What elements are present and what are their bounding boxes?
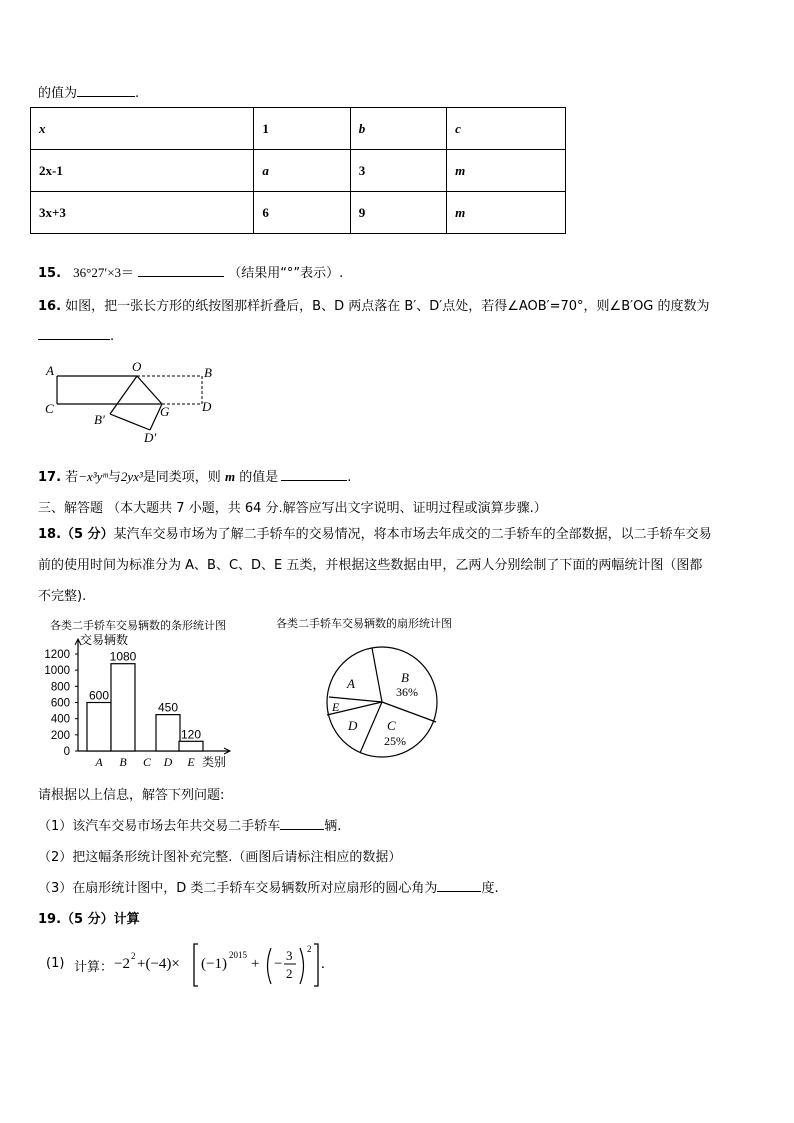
bar	[111, 664, 135, 751]
q17-expr2: 2yx³	[120, 469, 143, 484]
label-o: O	[132, 359, 142, 374]
x-tick-label: D	[163, 755, 173, 769]
q19-sub1	[46, 936, 366, 992]
label-b: B	[204, 365, 212, 380]
q18-text: 前的使用时间为标准分为 A、B、C、D、E 五类，并根据这些数据由甲，乙两人分别绘制了下面的两幅统计图（图都	[38, 558, 703, 573]
question-number: 19.（5 分）计算	[38, 912, 140, 927]
table-row	[31, 192, 566, 234]
table-cell: b	[350, 108, 446, 150]
left-bracket	[194, 944, 198, 986]
y-tick-label: 600	[50, 697, 70, 710]
expr-neg-2: −2	[114, 956, 130, 972]
bar-value-label: 600	[88, 688, 110, 703]
answer-blank	[437, 879, 481, 892]
sub-text: 计算：	[74, 960, 114, 975]
q15-expression: 36°27′×3＝	[73, 265, 135, 280]
q17-text-a: 若	[65, 470, 79, 485]
sub-text: 把这幅条形统计图补充完整.（画图后请标注相应的数据）	[72, 850, 402, 865]
q18-prompt-text: 请根据以上信息，解答下列问题:	[38, 788, 225, 803]
q18-text: 某汽车交易市场为了解二手轿车的交易情况，将本市场去年成交的二手轿车的全部数据，以二手轿车交易	[113, 527, 712, 542]
segment-bd	[110, 414, 150, 430]
pie-label-b: B	[401, 670, 409, 685]
bar-chart	[36, 630, 246, 776]
fold-line-og	[137, 376, 162, 404]
expr-neg-1: (−1)	[201, 956, 227, 972]
y-tick-label: 1000	[44, 665, 70, 678]
bar-chart-title: 各类二手轿车交易辆数的条形统计图	[50, 619, 226, 632]
question-19	[38, 908, 140, 927]
section-desc: （本大题共 7 小题，共 64 分.解答应写出文字说明、证明过程或演算步骤.）	[107, 501, 547, 516]
bar-value-label: 450	[157, 700, 179, 715]
q15-note: （结果用“°”表示）.	[228, 266, 344, 281]
intro-line	[38, 82, 139, 101]
pie-label-d: D	[348, 718, 358, 733]
q17-text-d: 的值是	[239, 470, 279, 485]
pie-divider	[360, 702, 382, 753]
answer-blank	[281, 468, 347, 481]
y-tick-label: 800	[50, 681, 70, 694]
question-18-line2	[38, 554, 702, 573]
y-tick-label: 400	[50, 713, 70, 726]
right-paren	[300, 948, 304, 984]
intro-suffix: .	[135, 86, 140, 101]
left-paren	[268, 948, 272, 984]
expr-minus: −	[274, 956, 283, 972]
q18-sub2	[38, 846, 401, 865]
expr-exp-2b: 2	[307, 944, 312, 954]
intro-prefix: 的值为	[38, 86, 78, 101]
answer-blank	[38, 327, 110, 340]
pie-label-e: E	[332, 700, 340, 714]
answer-blank	[77, 84, 135, 97]
q19-expression	[114, 936, 334, 992]
expr-times-minus4: +(−4)×	[137, 956, 180, 972]
expr-end: .	[321, 956, 325, 972]
section-title: 三、解答题	[38, 501, 104, 516]
y-tick-label: 200	[50, 729, 70, 742]
sub-unit: 度.	[481, 881, 499, 896]
question-number: 18.（5 分）	[38, 527, 114, 542]
bar	[156, 715, 180, 751]
q18-prompt	[38, 784, 224, 803]
expr-plus: +	[251, 956, 260, 972]
q18-sub1	[38, 815, 341, 834]
x-tick-label: E	[187, 755, 195, 769]
question-16-cont	[38, 327, 114, 344]
table-cell: c	[447, 108, 566, 150]
frac-numerator: 3	[286, 948, 293, 963]
table-row	[31, 108, 566, 150]
table-cell: x	[31, 108, 254, 150]
answer-blank	[280, 817, 324, 830]
table-cell: m	[447, 150, 566, 192]
bar-value-label: 120	[180, 727, 202, 742]
bar-value-label: 1080	[109, 649, 137, 664]
frac-denominator: 2	[286, 966, 293, 981]
section-3-heading	[38, 497, 547, 516]
answer-blank	[138, 264, 224, 277]
bar	[87, 703, 111, 752]
x-tick-label: A	[95, 755, 103, 769]
q16-end: .	[110, 329, 115, 344]
table-cell: a	[254, 150, 350, 192]
x-tick-label: B	[119, 755, 127, 769]
x-tick-label: C	[142, 755, 152, 769]
q17-var: m	[224, 469, 236, 484]
sub-unit: 辆.	[324, 819, 342, 834]
q17-expr1: −x³yᵐ	[78, 469, 108, 484]
sub-text: 该汽车交易市场去年共交易二手轿车	[72, 819, 281, 834]
question-16	[38, 295, 710, 314]
label-d: D	[202, 399, 212, 414]
question-number: 17.	[38, 470, 62, 485]
label-a: A	[46, 363, 54, 378]
pie-chart	[320, 640, 446, 766]
question-17	[38, 466, 351, 485]
table-cell: 6	[254, 192, 350, 234]
table-cell: m	[447, 192, 566, 234]
question-18-line3	[38, 585, 86, 604]
fold-figure	[40, 358, 230, 448]
pie-chart-title: 各类二手轿车交易辆数的扇形统计图	[276, 617, 452, 630]
q17-text-c: 是同类项，则	[142, 470, 221, 485]
pie-label-a: A	[347, 676, 355, 691]
q18-text: 不完整).	[38, 589, 87, 604]
sub-label: （3）	[38, 881, 73, 896]
q17-end: .	[347, 470, 352, 485]
label-g: G	[160, 404, 170, 419]
q18-sub3	[38, 877, 499, 896]
right-bracket	[314, 944, 318, 986]
expr-exp-2015: 2015	[229, 950, 247, 960]
table-cell: 9	[350, 192, 446, 234]
sub-label: （1）	[38, 819, 73, 834]
expr-exp-2: 2	[131, 951, 136, 961]
q17-text-b: 与	[107, 470, 121, 485]
value-table	[30, 107, 566, 234]
segment-ob	[110, 376, 137, 414]
y-tick-label: 1200	[44, 649, 70, 661]
table-cell: 1	[254, 108, 350, 150]
y-tick-label: 0	[63, 746, 70, 758]
question-18-line1	[38, 523, 712, 542]
sub-label: (1)	[46, 956, 65, 971]
question-number: 16.	[38, 299, 62, 314]
question-number: 15.	[38, 266, 62, 281]
table-cell: 2x-1	[31, 150, 254, 192]
label-d-prime: D′	[144, 430, 157, 445]
sub-text: 在扇形统计图中，D 类二手轿车交易辆数所对应扇形的圆心角为	[72, 881, 438, 896]
label-c: C	[45, 401, 54, 416]
pie-percent-c: 25%	[384, 734, 406, 748]
table-cell: 3	[350, 150, 446, 192]
table-row	[31, 150, 566, 192]
table-cell: 3x+3	[31, 192, 254, 234]
pie-label-c: C	[387, 718, 396, 733]
y-axis-label: 交易辆数	[80, 633, 129, 647]
pie-divider	[372, 648, 382, 702]
label-b-prime: B′	[94, 412, 105, 427]
sub-label: （2）	[38, 850, 73, 865]
bar	[179, 741, 203, 751]
x-axis-label: 类别	[202, 755, 227, 769]
question-15	[38, 262, 343, 281]
pie-percent-b: 36%	[396, 685, 418, 699]
q16-text: 如图，把一张长方形的纸按图那样折叠后，B、D 两点落在 B′、D′点处，若得∠AOB′=70°，则∠B′OG 的度数为	[65, 299, 710, 314]
